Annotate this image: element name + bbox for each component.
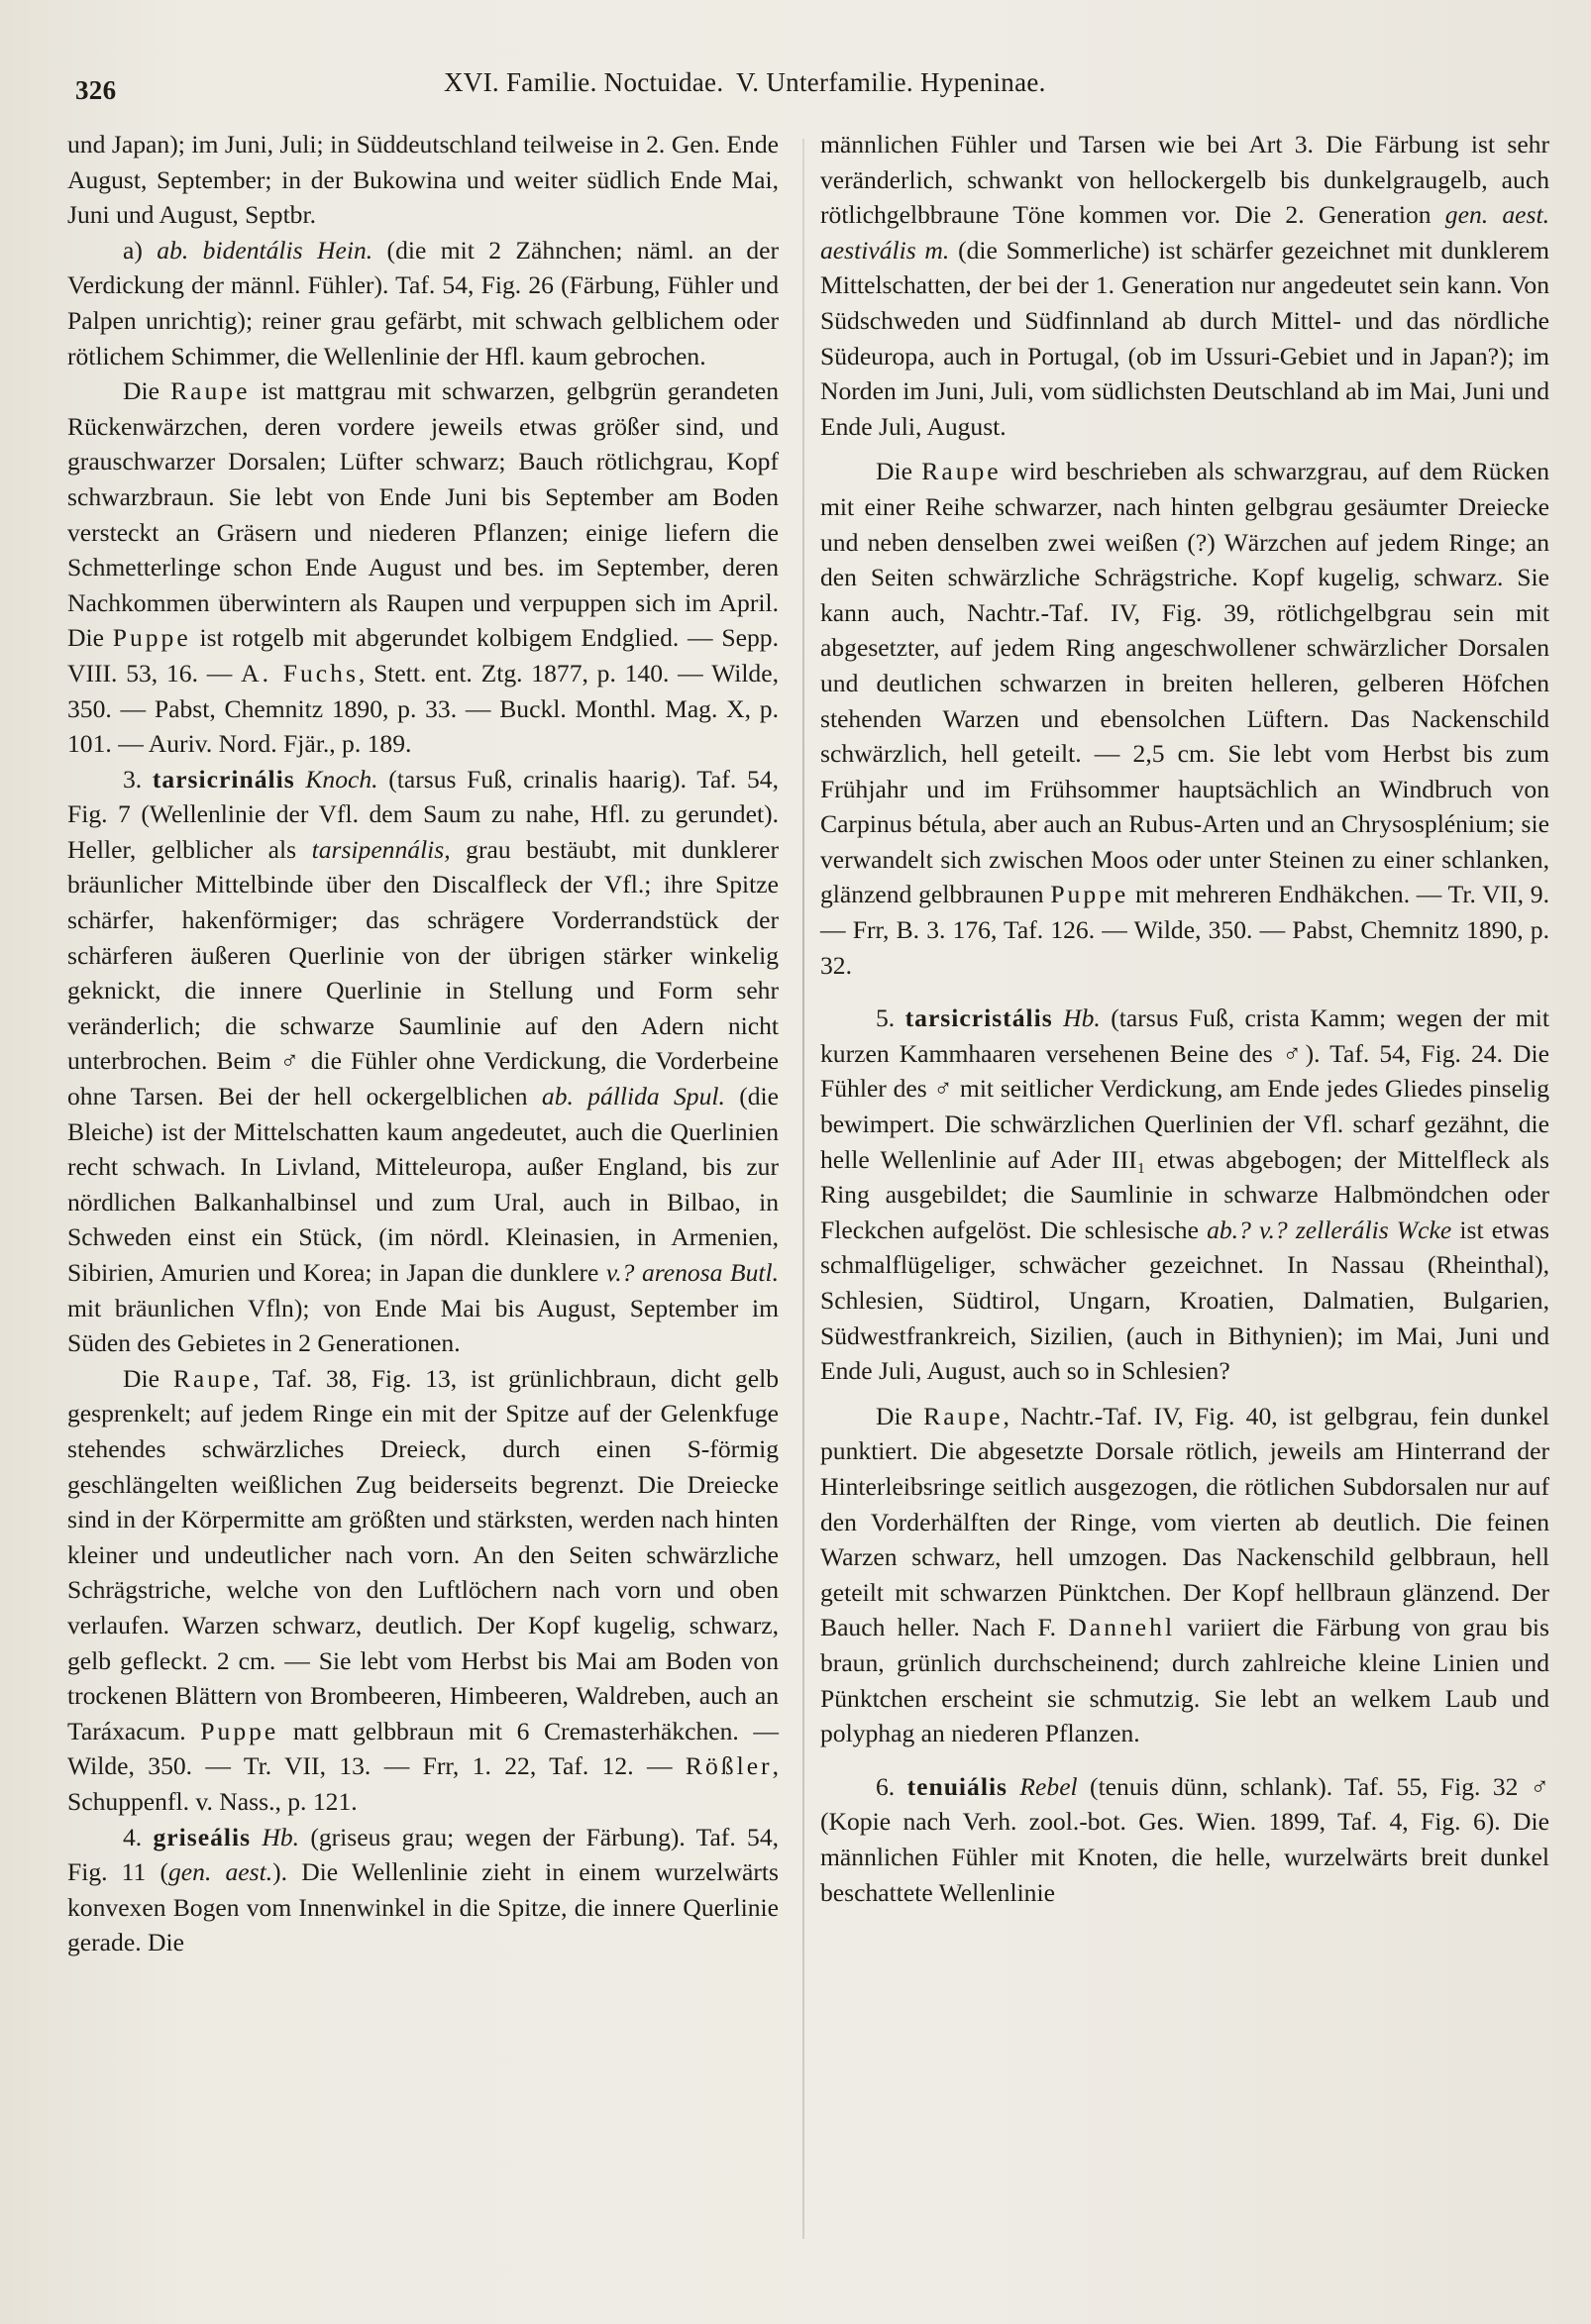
taxon-italic: Rebel [1019,1771,1078,1801]
taxon-italic: ab. pállida Spul. [541,1082,725,1111]
taxon-italic: gen. aest. [168,1857,273,1887]
text-run: Die [876,457,922,486]
spaced-term: Puppe [112,623,191,653]
species-name: tarsicrinális [152,764,295,793]
paragraph [67,373,779,762]
spaced-term: Dannehl [1068,1613,1176,1642]
text-run: 3. [123,764,153,793]
left-column [67,127,779,1960]
text-run: ist mattgrau mit schwarzen, gelbgrün gerandeten Rückenwärzchen, deren vordere jeweils etwas größer sind, und grauschwarzer Dorsalen; Lüfter schwarz; Bauch rötlichgrau, Kopf schwarzbraun. Sie lebt von Ende Juni bis September am Boden versteckt an Gräsern und niederen Pflanzen; einige liefern die Schmetterlinge schon Ende August und bes. im September, deren Nachkommen überwintern als Raupen und verpuppen sich im April. Die [67,376,779,653]
taxon-italic: Knoch. [305,764,378,793]
text-run [1008,1772,1019,1801]
paragraph [820,127,1549,444]
text-run: , Schuppenfl. v. Nass., p. 121. [67,1751,779,1816]
taxon-italic: Hb. [262,1822,300,1851]
text-run: , Stett. ent. Ztg. 1877, p. 140. — Wilde, 350. — Pabst, Chemnitz 1890, p. 33. — Buckl. Monthl. Mag. X, p. 101. — Auriv. Nord. Fjär., p. 189. [67,658,779,759]
text-run: (die Bleiche) ist der Mittelschatten kaum angedeutet, auch die Querlinien recht schwach. In Livland, Mitteleuropa, außer England, bis zur nördlichen Balkanhalbinsel und zum Ural, auch in Bilbao, in Schweden einst ein Stück, (im nördl. Kleinasien, in Armenien, Sibirien, Amurien und Korea; in Japan die dunklere [67,1082,779,1287]
spaced-term: Puppe [1050,880,1129,909]
paragraph [67,762,779,1361]
text-run: (die Sommerliche) ist schärfer gezeichnet mit dunklerem Mittelschatten, der bei der 1. Generation nur angedeutet sein kann. Von Südschweden und Südfinnland ab durch Mittel- und das nördliche Südeuropa, auch in Portugal, (ob im Ussuri-Gebiet und in Japan?); im Norden im Juni, Juli, vom südlichsten Deutschland ab im Mai, Juni und Ende Juli, August. [820,235,1549,441]
spaced-term: A. Fuchs [241,658,359,687]
text-run [251,1823,262,1851]
taxon-italic: Hb. [1063,1004,1101,1033]
paragraph [820,454,1549,983]
paragraph [820,1001,1549,1389]
text-run: Die [876,1401,924,1430]
species-name: tarsicristális [904,1004,1053,1033]
taxon-italic: ab.? v.? zellerális Wcke [1207,1215,1452,1244]
text-run: männlichen Fühler und Tarsen wie bei Art 3. Die Färbung ist sehr veränderlich, schwankt von hellockergelb bis dunkelgraugelb, auch rötlichgelbbraune Töne kommen vor. Die 2. Generation [820,130,1549,230]
paragraph [67,1361,779,1820]
species-name: griseális [153,1822,252,1851]
taxon-italic: gen. aest. aestivális m. [820,200,1549,264]
text-run: ). Die Wellenlinie zieht in einem wurzelwärts konvexen Bogen vom Innenwinkel in die Spitze, die innere Querlinie gerade. Die [67,1857,779,1957]
text-run: Die [123,1363,173,1393]
text-run: 6. [876,1771,907,1801]
running-title [444,67,1052,98]
text-run: mit mehreren Endhäkchen. — Tr. VII, 9. — Frr, B. 3. 176, Taf. 126. — Wilde, 350. — Pabst, Chemnitz 1890, p. 32. [820,880,1549,980]
text-run: grau bestäubt, mit dunklerer bräunlicher Mittelbinde über den Discalfleck der Vfl.; ihre Spitze schärfer, hakenförmiger; das schrägere Vorderrandstück der schärferen äußeren Querlinie von der übrigen stärker winkelig geknickt, die innere Querlinie in Stellung und Form sehr veränderlich; die schwarze Saumlinie auf den Adern nicht unterbrochen. Beim ♂ die Fühler ohne Verdickung, die Vorderbeine ohne Tarsen. Bei der hell ockergelblichen [67,834,780,1111]
text-run: (die mit 2 Zähnchen; näml. an der Verdickung der männl. Fühler). Taf. 54, Fig. 26 (Färbung, Fühler und Palpen unrichtig); reiner grau gefärbt, mit schwach gelblichem oder rötlichem Schimmer, die Wellenlinie der Hfl. kaum gebrochen. [67,235,780,370]
text-run: , Taf. 38, Fig. 13, ist grünlichbraun, dicht gelb gesprenkelt; auf jedem Ringe ein mit der Spitze auf der Gelenkfuge stehendes schwärzliches Dreieck, durch einen S-förmig geschlängelten weißlichen Zug beiderseits begrenzt. Die Dreiecke sind in der Körpermitte am größten und stärksten, werden nach hinten kleiner und undeutlicher nach vorn. An den Seiten schwärzliche Schrägstriche, welche von den Luftlöchern nach vorn und oben verlaufen. Warzen schwarz, deutlich. Der Kopf kugelig, schwarz, gelb gefleckt. 2 cm. — Sie lebt vom Herbst bis Mai am Boden von trockenen Blättern von Brombeeren, Himbeeren, Waldreben, auch an Taráxacum. [67,1363,779,1745]
spaced-term: Rößler [685,1751,773,1781]
text-run: (tenuis dünn, schlank). Taf. 55, Fig. 32 ♂ (Kopie nach Verh. zool.-bot. Ges. Wien. 1899, Taf. 4, Fig. 6). Die männlichen Fühler mit Knoten, die helle, wurzelwärts breit dunkel beschattete Wellenlinie [820,1771,1549,1907]
spaced-term: Puppe [200,1716,279,1745]
text-run: 4. [123,1822,154,1851]
spaced-term: Raupe [923,1401,1004,1430]
page-number: 326 [75,75,117,105]
column-divider [802,139,804,2239]
subfamily-title: V. Unterfamilie. Hypeninae. [735,67,1046,97]
paragraph [67,233,779,373]
text-run: variiert die Färbung von grau bis braun, grünlich durchscheinend; durch zahlreiche kleine Linien und Pünktchen erscheint sie schmutzig. Sie lebt an welkem Laub und polyphag an niederen Pflanzen. [820,1613,1549,1748]
text-run: , Nachtr.-Taf. IV, Fig. 40, ist gelbgrau, fein dunkel punktiert. Die abgesetzte Dorsale rötlich, jeweils am Hinterrand der Hinterleibsringe seitlich ausgezogen, die rötlichen Subdorsalen nur auf den Vorderhälften der Ringe, vom vierten ab deutlich. Die feinen Warzen schwarz, hell umzogen. Das Nackenschild gelbbraun, hell geteilt mit schwarzen Pünktchen. Der Kopf hellbraun glänzend. Der Bauch heller. Nach F. [820,1401,1549,1642]
taxon-italic: ab. bidentális Hein. [157,235,373,264]
spaced-term: Raupe [172,1363,254,1393]
text-run: matt gelbbraun mit 6 Cremasterhäkchen. — Wilde, 350. — Tr. VII, 13. — Frr, 1. 22, Taf. 12. — [67,1716,779,1781]
text-run: ist etwas schmalflügeliger, schwächer gezeichnet. In Nassau (Rheinthal), Schlesien, Südtirol, Ungarn, Kroatien, Dalmatien, Bulgarien, Südwestfrankreich, Sizilien, (auch in Bithynien); im Mai, Juni und Ende Juli, August, auch so in Schlesien? [820,1215,1549,1386]
right-column [820,127,1549,1910]
text-run: wird beschrieben als schwarzgrau, auf dem Rücken mit einer Reihe schwarzer, nach hinten gelbgrau gesäumter Dreiecke und neben denselben zwei weißen (?) Wärzchen auf jedem Ringe; an den Seiten schwärzliche Schrägstriche. Kopf kugelig, schwarz. Sie kann auch, Nachtr.-Taf. IV, Fig. 39, rötlichgelbgrau sein mit abgesetzter, auf jedem Ring angeschwollener schwärzlicher Dorsalen und deutlichen schwarzen in breiten helleren, gelberen Höfchen stehenden Warzen und ebensolchen Lüftern. Das Nackenschild schwärzlich, hell geteilt. — 2,5 cm. Sie lebt vom Herbst bis zum Frühjahr und im Frühsommer hauptsächlich an Windbruch von Carpinus bétula, aber auch an Rubus-Arten und an Chrysosplénium; sie verwandelt sich zwischen Moos oder unter Steinen zu einer schlanken, glänzend gelbbraunen [820,457,1549,909]
paragraph [820,1769,1549,1910]
species-name: tenuiális [906,1771,1008,1801]
running-header [71,67,1532,115]
text-run: (griseus grau; wegen der Färbung). Taf. 54, Fig. 11 ( [67,1822,780,1887]
text-run: (tarsus Fuß, crista Kamm; wegen der mit kurzen Kammhaaren versehenen Beine des ♂). Taf. 54, Fig. 24. Die Fühler des ♂ mit seitlicher Verdickung, am Ende jedes Gliedes pinselig bewimpert. Die schwärzlichen Querlinien der Vfl. scharf gezähnt, die helle Wellenlinie auf Ader III₁ etwas abgebogen; der Mittelfleck als Ring ausgebildet; die Saumlinie in schwarze Halbmöndchen oder Fleckchen aufgelöst. Die schlesische [820,1004,1550,1244]
taxon-italic: v.? arenosa Butl. [605,1258,779,1287]
text-run: ist rotgelb mit abgerundet kolbigem Endglied. — Sepp. VIII. 53, 16. — [67,623,779,687]
paragraph [67,1820,779,1960]
spaced-term: Raupe [921,457,1002,486]
text-run: 5. [876,1004,905,1033]
text-run [295,765,306,793]
text-run: a) [123,235,158,264]
text-run [1053,1004,1063,1032]
taxon-italic: tarsipennális, [311,834,451,864]
spaced-term: Raupe [170,376,251,406]
family-title: XVI. Familie. Noctuidae. [444,67,724,97]
text-run: Die [123,376,171,406]
text-run: mit bräunlichen Vfln); von Ende Mai bis August, September im Süden des Gebietes in 2 Generationen. [67,1293,779,1358]
text-run: (tarsus Fuß, crinalis haarig). Taf. 54, Fig. 7 (Wellenlinie der Vfl. dem Saum zu nahe, Hfl. zu gerundet). Heller, gelblicher als [67,764,779,864]
paragraph [820,1399,1549,1751]
paragraph: und Japan); im Juni, Juli; in Süddeutschland teilweise in 2. Gen. Ende August, September; in der Bukowina und weiter südlich Ende Mai, Juni und August, Septbr. [67,130,779,230]
